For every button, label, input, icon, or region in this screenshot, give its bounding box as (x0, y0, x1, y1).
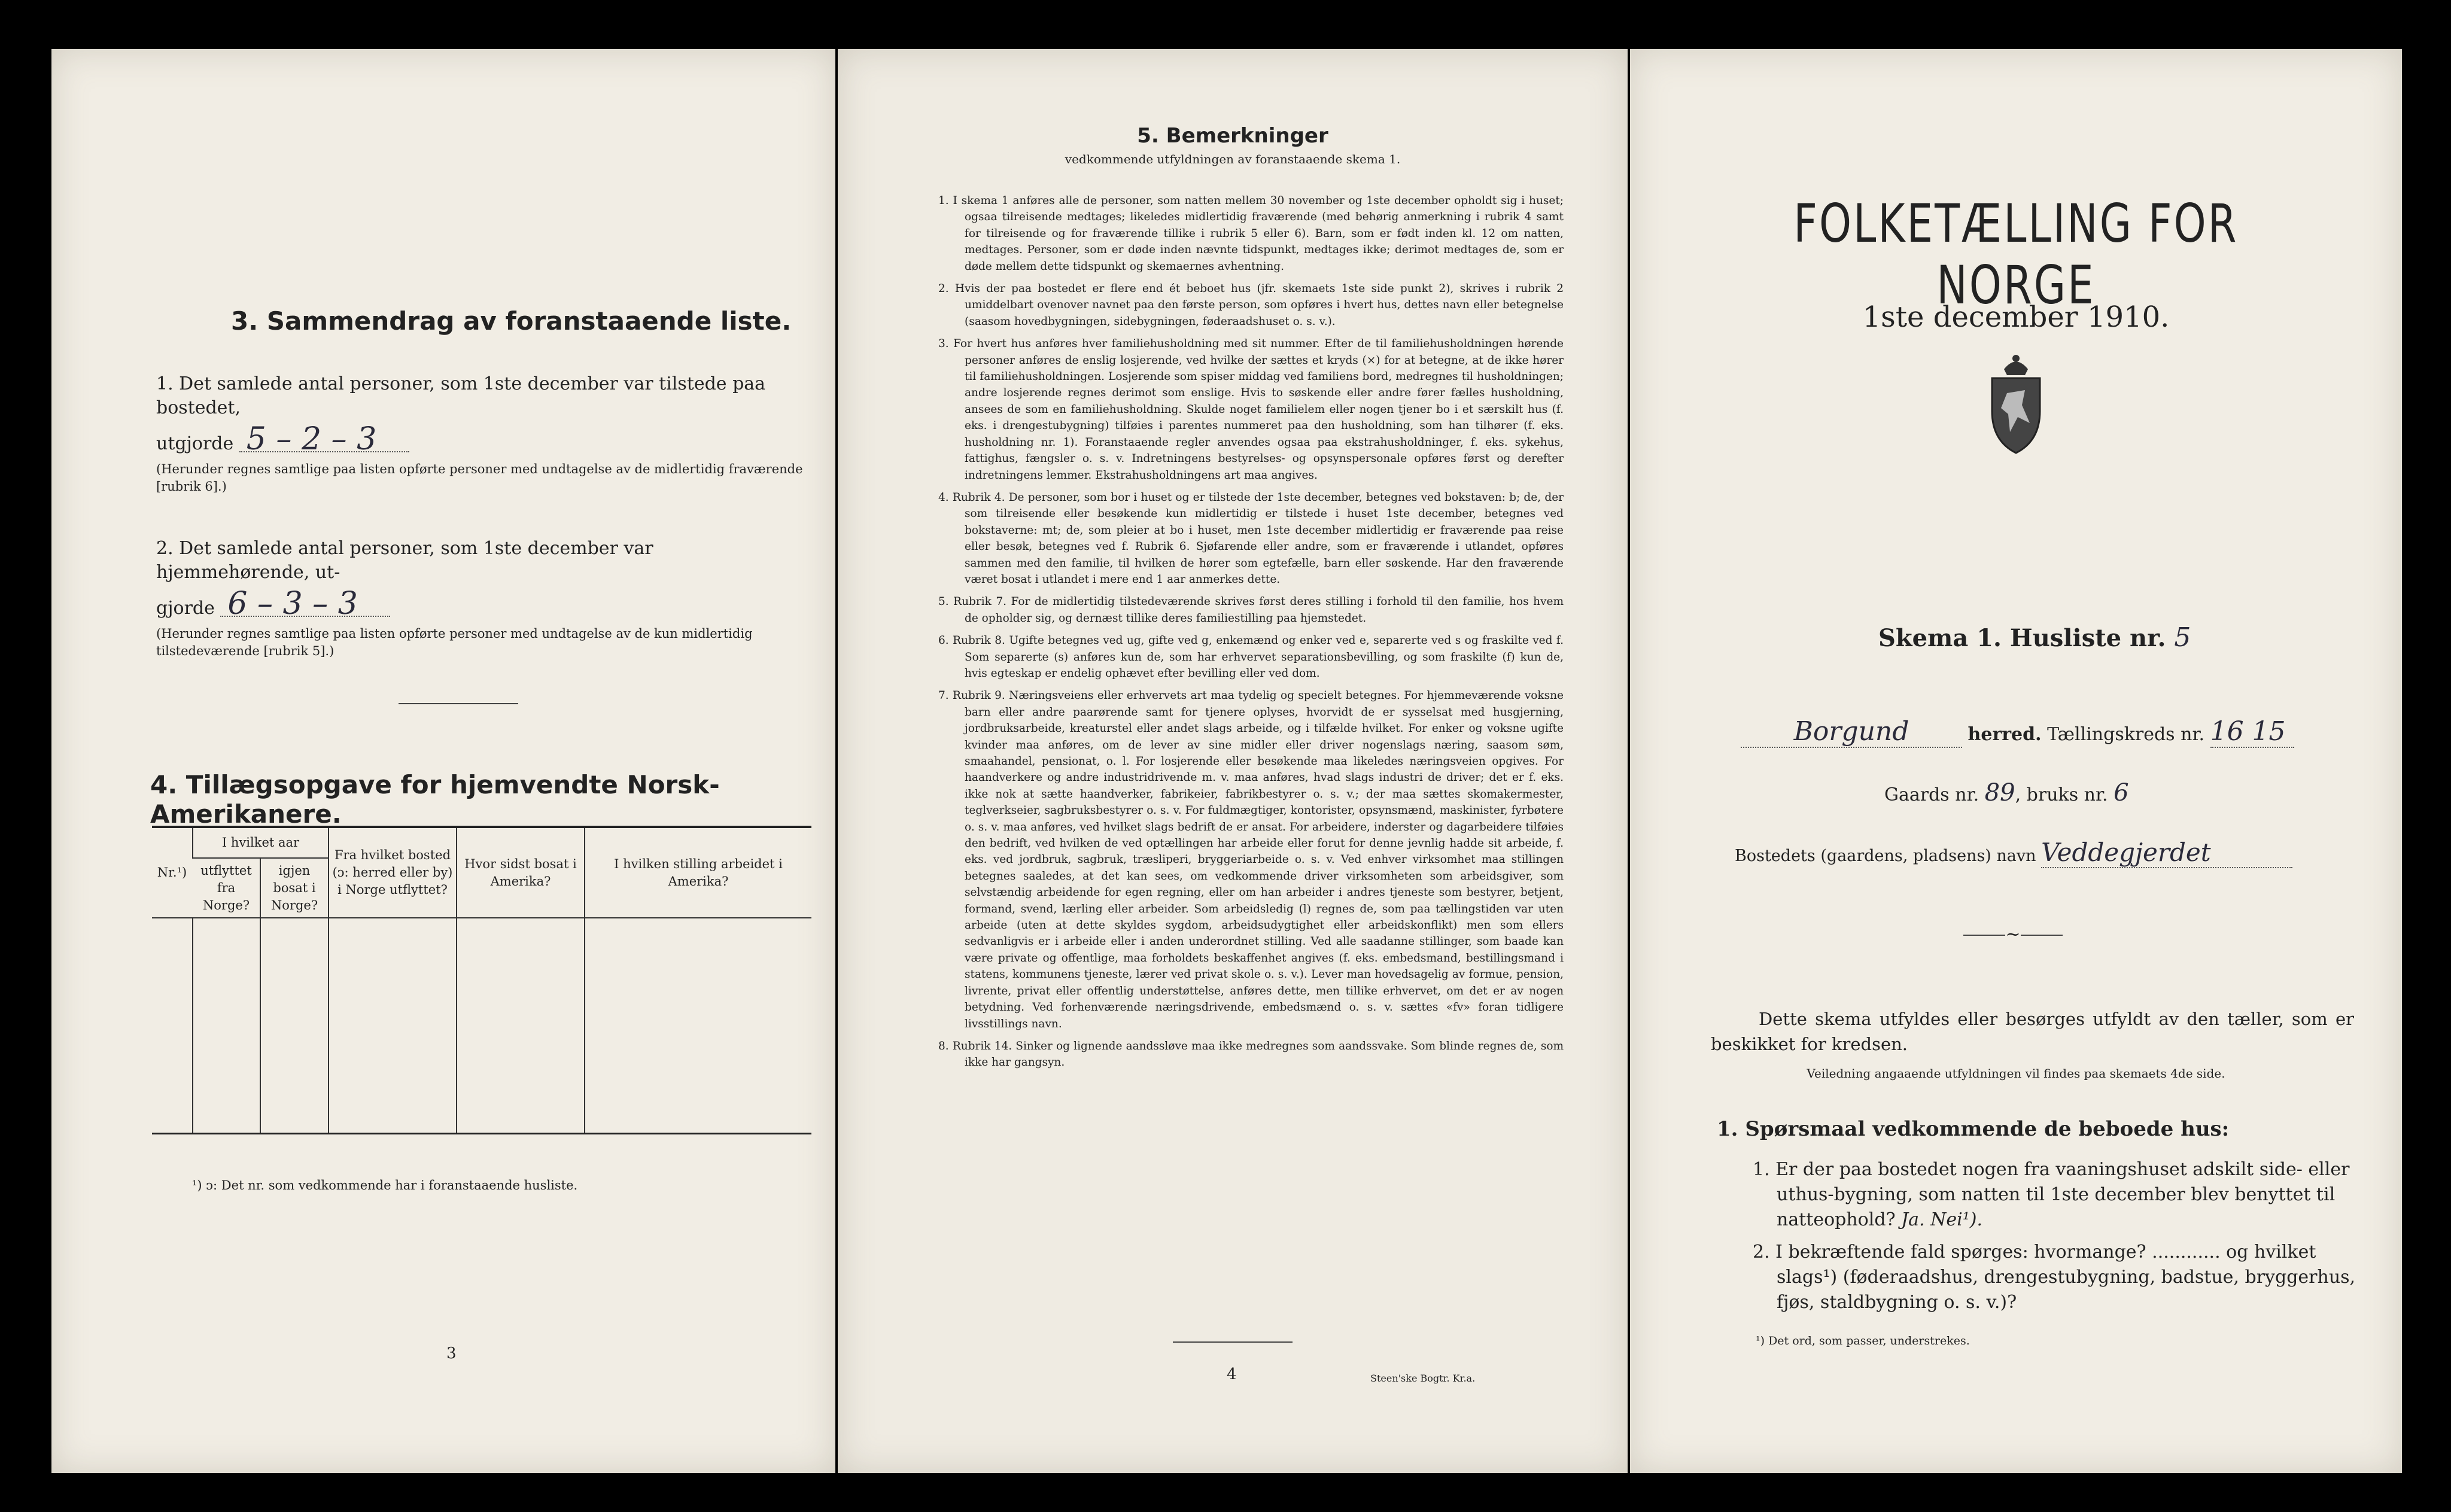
kreds-label: Tællingskreds nr. (2047, 724, 2205, 745)
section3-item2-text: 2. Det samlede antal personer, som 1ste december var hjemmehørende, ut- (156, 538, 653, 583)
bruks-label: , bruks nr. (2015, 784, 2108, 805)
divider (1173, 1341, 1293, 1343)
herred-line (1741, 716, 2375, 748)
bruks-value: 6 (2114, 779, 2129, 807)
col-group: I hvilket aar (193, 827, 329, 858)
remark-item: 1. I skema 1 anføres alle de personer, som natten mellem 30 november og 1ste december opholdt sig i huset; ogsaa tilreisende medtages; likeledes midlertidig fraværende (med behørig anmerkning i rubrik 4 samt for tilreisende og for fraværende tillike i rubrik 5 eller 6). Barn, som er født inden kl. 12 om natten, medtages. Personer, som er døde inden nævnte tidspunkt, medtages ikke; derimot medtages de, som er døde mellem dette tidspunkt og skemaernes avhentning. (938, 194, 1564, 273)
section3-title: 3. Sammendrag av foranstaaende liste. (231, 306, 792, 336)
question-1-answer: Ja. Nei¹). (1901, 1209, 1983, 1230)
main-title: FOLKETÆLLING FOR NORGE (1793, 193, 2239, 316)
schema-label-text: Skema 1. Husliste nr. (1878, 624, 2166, 652)
section3-item2 (156, 537, 808, 660)
remark-item: 2. Hvis der paa bostedet er flere end ét beboet hus (jfr. skemaets 1ste side punkt 2), skrives i rubrik 2 umiddelbart ovenover navnet paa den første person, som opføres i hvert hus, dettes navn eller betegnelse (saasom hovedbygningen, sidebygningen, føderaadshuset o. s. v.). (938, 282, 1564, 328)
remark-item: 6. Rubrik 8. Ugifte betegnes ved ug, gifte ved g, enkemænd og enker ved e, separerte ved s og fraskilte ved f. Som separerte (s) anføres kun de, som har erhvervet separationsbevilling, og som fraskilte (f) kun de, hvis egteskap er endelig ophævet efter bevilling eller ved dom. (938, 634, 1564, 680)
section4-table (152, 826, 811, 1134)
section3-item1-note: (Herunder regnes samtlige paa listen opførte personer med undtagelse av de midlertidig fraværende [rubrik 6].) (156, 462, 803, 494)
remark-item: 8. Rubrik 14. Sinker og lignende aandssløve maa ikke medregnes som aandssvake. Som blinde regnes de, som ikke har gangsyn. (938, 1039, 1564, 1069)
section4-title: 4. Tillægsopgave for hjemvendte Norsk-Amerikanere. (150, 770, 720, 829)
section3-item1-utgjorde: utgjorde (156, 433, 234, 454)
col-utflyttet: utflyttet fra Norge? (200, 863, 252, 912)
divider (399, 703, 518, 704)
question-2: 2. I bekræftende fald spørges: hvormange? ............ og hvilket slags¹) (føderaadshus, drengestubygning, badstue, bryggerhus, fjøs, staldbygning o. s. v.)? (1753, 1242, 2356, 1313)
page-number: 3 (446, 1344, 457, 1362)
bosted-line (1735, 838, 2369, 868)
section3-item2-value: 6 – 3 – 3 (220, 592, 390, 617)
col-stilling: I hvilken stilling arbeidet i Amerika? (585, 827, 811, 918)
gaards-label: Gaards nr. (1884, 784, 1979, 805)
section3-item2-utgjorde: gjorde (156, 598, 215, 619)
question-1-text: 1. Er der paa bostedet nogen fra vaaningshuset adskilt side- eller uthus-bygning, som natten til 1ste december blev benyttet til natteophold? (1753, 1159, 2350, 1230)
coat-of-arms-icon (1983, 351, 2049, 456)
question-heading: 1. Spørsmaal vedkommende de beboede hus: (1717, 1117, 2230, 1141)
remarks-title: 5. Bemerkninger (1137, 124, 1328, 148)
ornament-divider: ~ (1953, 924, 2073, 945)
table-row (152, 1090, 811, 1133)
remark-item: 5. Rubrik 7. For de midlertidig tilstedeværende skrives først deres stilling i forhold til den familie, hos hvem de opholder sig, og dernæst tillike deres familiestilling paa hjemstedet. (938, 595, 1564, 625)
page-number: 4 (1227, 1365, 1237, 1383)
section3-item1 (156, 372, 808, 495)
remark-item: 7. Rubrik 9. Næringsveiens eller erhvervets art maa tydelig og specielt betegnes. For hjemmeværende voksne barn eller andre paarørende samt for tjenere oplyses, hvorvidt de er sysselsat med husgjerning, jordbruksarbeide, kreaturstel eller andet slags arbeide, og i tilfælde hvilket. For enker og voksne ugifte kvinder maa anføres, om de lever av sine midler eller driver nogenslags næring, saasom søm, smaahandel, pensionat, o. l. For losjerende eller besøkende maa likeledes næringsveien opgives. For haandverkere og andre industridrivende m. v. maa anføres, hvad slags industri de driver; det er f. eks. ikke nok at sætte haandverker, fabrikeier, fabrikbestyrer o. s. v.; der maa sættes skomakermester, teglverkseier, sagbruksbestyrer o. s. v. For fuldmægtiger, kontorister, opsynsmænd, maskinister, fyrbøtere o. s. v. maa anføres, ved hvilket slags bedrift de er ansat. For arbeidere, inderster og dagarbeidere tilføies den bedrift, ved hvilken de ved optællingen har arbeide eller forut for denne jevnlig hadde sit arbeide, f. eks. ved jordbruk, sagbruk, træsliperi, bryggeriarbeide o. s. v. Ved enhver virksomhet maa stillingen betegnes saaledes, at det kan sees, om vedkommende driver virksomheten som arbeidsgiver, som selvstændig arbeidende for egen regning, eller om han arbeider i andres tjeneste som bestyrer, betjent, formand, svend, lærling eller arbeider. Som arbeidsledig (l) regnes de, som paa tællingstiden var uten arbeide (uten at dette skyldes sygdom, arbeidsudygtighet eller arbeidskonflikt) men som ellers sedvanligvis er i arbeide eller i anden underordnet stilling. Ved alle saadanne stillinger, som baade kan være private og offentlige, maa forholdets beskaffenhet angives (f. eks. embedsmand, bestillingsmand i statens, kommunens tjeneste, lærer ved privat skole o. s. v.). Lever man hovedsagelig av formue, pension, livrente, privat eller offentlig understøttelse, anføres dette, men tillike erhvervet, om det er av nogen betydning. Ved forhenværende næringsdrivende, embedsmænd o. s. v. sættes «fv» foran tidligere livsstillings navn. (938, 689, 1564, 1030)
table-row (152, 961, 811, 1004)
bosted-label: Bostedets (gaardens, pladsens) navn (1735, 847, 2036, 865)
veiledning-text: Veiledning angaaende utfyldningen vil findes paa skemaets 4de side. (1807, 1066, 2225, 1081)
right-footnote: ¹) Det ord, som passer, understrekes. (1756, 1334, 1970, 1347)
herred-label: herred. (1968, 724, 2042, 745)
question-1 (1753, 1157, 2375, 1233)
remarks-list (938, 193, 1564, 1077)
bosted-value: Veddegjerdet (2041, 838, 2292, 868)
section3-item1-text: 1. Det samlede antal personer, som 1ste december var tilstede paa bostedet, (156, 373, 766, 418)
table-row (152, 918, 811, 961)
census-date: 1ste december 1910. (1862, 300, 2170, 334)
printer-mark: Steen'ske Bogtr. Kr.a. (1370, 1373, 1476, 1384)
husliste-nr: 5 (2174, 622, 2191, 653)
col-nr: Nr.¹) (157, 865, 187, 880)
intro-text: Dette skema utfyldes eller besørges utfyldt av den tæller, som er beskikket for kredsen. (1711, 1009, 2354, 1054)
remarks-subtitle: vedkommende utfyldningen av foranstaaende skema 1. (1065, 152, 1401, 166)
col-fra: Fra hvilket bosted (ᴐ: herred eller by) i Norge utflyttet? (329, 827, 457, 918)
herred-value: Borgund (1741, 716, 1962, 748)
section3-item1-value: 5 – 2 – 3 (239, 427, 409, 452)
page-left (51, 49, 835, 1473)
section4-footnote: ¹) ᴐ: Det nr. som vedkommende har i foranstaaende husliste. (192, 1178, 578, 1192)
gaards-value: 89 (1984, 779, 2015, 807)
table-row (152, 1047, 811, 1090)
col-hvor: Hvor sidst bosat i Amerika? (457, 827, 585, 918)
schema-label (1878, 622, 2191, 653)
gaards-line (1884, 779, 2129, 807)
col-igjen: igjen bosat i Norge? (260, 858, 329, 918)
table-row (152, 1004, 811, 1047)
section3-item2-note: (Herunder regnes samtlige paa listen opførte personer med undtagelse av de kun midlertidig tilstedeværende [rubrik 5].) (156, 626, 753, 658)
page-middle (838, 49, 1628, 1473)
remark-item: 3. For hvert hus anføres hver familiehusholdning med sit nummer. Efter de til familiehusholdningen hørende personer anføres de enslig losjerende, ved hvilke der sættes et kryds (×) for at betegne, at de ikke hører til familiehusholdningen. Losjerende som spiser middag ved familiens bord, medregnes til husholdningen; andre losjerende regnes derimot som enslige. Hvis to søskende eller andre fører fælles husholdning, ansees de som en familiehusholdning. Skulde noget familielem eller nogen tjener bo i et særskilt hus (f. eks. i drengestubygning) tilføies i parentes nummeret paa den husholdning, som han tilhører (f. eks. husholdning nr. 1). Foranstaaende regler anvendes ogsaa paa ekstrahusholdninger, f. eks. sykehus, fattighus, fængsler o. s. v. Indretningens bestyrelses- og opsynspersonale opføres først og derefter indretningens lemmer. Ekstrahusholdningens art maa angives. (938, 337, 1564, 482)
page-right (1630, 49, 2402, 1473)
kreds-value: 16 15 (2210, 716, 2294, 748)
remark-item: 4. Rubrik 4. De personer, som bor i huset og er tilstede der 1ste december, betegnes ved bokstaven: b; de, der som tilreisende eller besøkende kun midlertidig er tilstede i huset 1ste december, betegnes ved bokstaverne: mt; de, som pleier at bo i huset, men 1ste december midlertidig er fraværende paa reise eller besøk, betegnes ved f. Rubrik 6. Sjøfarende eller andre, som er fraværende i utlandet, opføres sammen med den familie, til hvilken de hører som egtefælle, barn eller søskende. Har den fraværende været bosat i utlandet i mere end 1 aar anmerkes dette. (938, 491, 1564, 586)
